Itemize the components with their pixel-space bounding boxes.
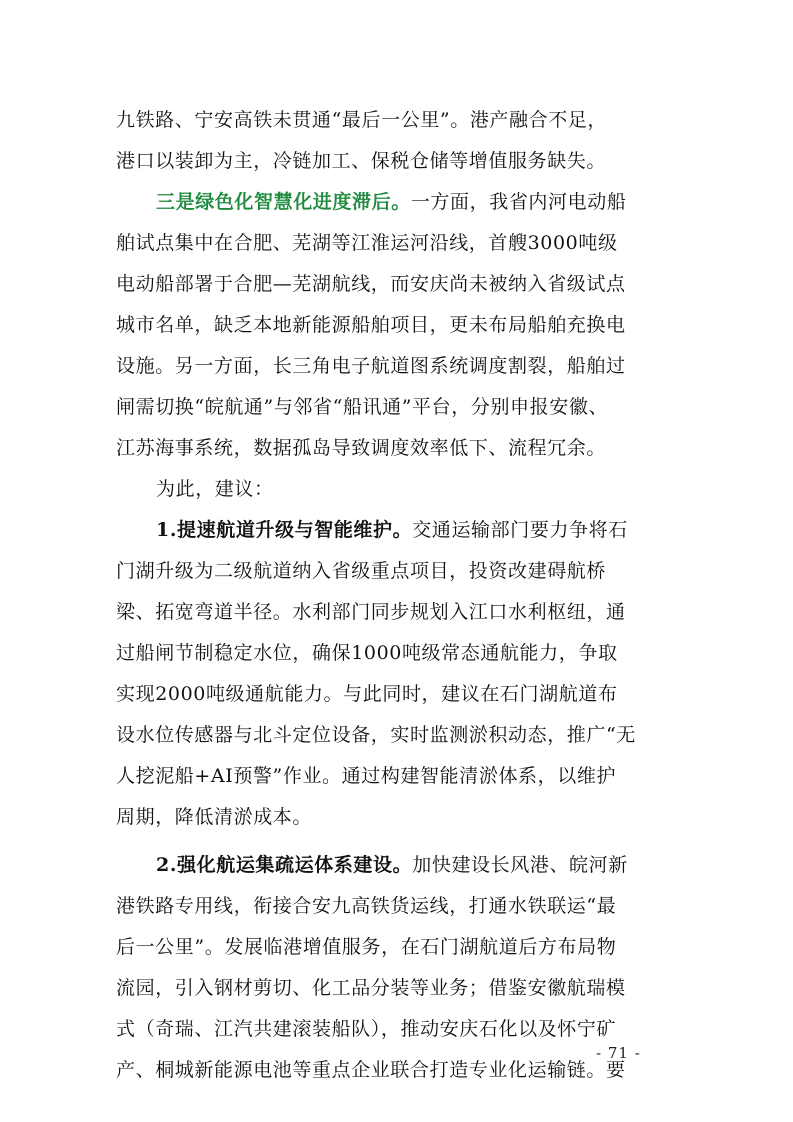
text-line bbox=[116, 592, 664, 633]
text-line bbox=[116, 387, 664, 428]
text-line bbox=[116, 182, 664, 223]
text-line bbox=[116, 797, 664, 838]
paragraph-gap bbox=[116, 838, 664, 845]
line-text: 后一公里”。发展临港增值服务，在石门湖航道后方布局物 bbox=[116, 936, 617, 958]
line-text: 江苏海事系统，数据孤岛导致调度效率低下、流程冗余。 bbox=[116, 437, 607, 459]
line-text: 式（奇瑞、江汽共建滚装船队），推动安庆石化以及怀宁矿 bbox=[116, 1018, 617, 1040]
line-text: 一方面，我省内河电动船 bbox=[410, 191, 627, 213]
line-text: 加快建设长风港、皖河新 bbox=[412, 854, 628, 876]
text-line bbox=[116, 264, 664, 305]
line-text: 电动船部署于合肥—芜湖航线，而安庆尚未被纳入省级试点 bbox=[116, 273, 626, 295]
line-text: 流园，引入钢材剪切、化工品分装等业务；借鉴安徽航瑞模 bbox=[116, 977, 626, 999]
line-text: 港铁路专用线，衔接合安九高铁货运线，打通水铁联运“最 bbox=[116, 895, 617, 917]
body-text bbox=[116, 100, 664, 1091]
line-text: 九铁路、宁安高铁未贯通“最后一公里”。港产融合不足， bbox=[116, 109, 608, 131]
line-text: 周期，降低清淤成本。 bbox=[116, 806, 313, 828]
line-text: 港口以装卸为主，冷链加工、保税仓储等增值服务缺失。 bbox=[116, 150, 607, 172]
line-text: 门湖升级为二级航道纳入省级重点项目，投资改建碍航桥 bbox=[116, 560, 607, 582]
text-line bbox=[116, 1009, 664, 1050]
line-text: 闸需切换“皖航通”与邻省“船讯通”平台，分别申报安徽、 bbox=[116, 396, 609, 418]
line-text: 产、桐城新能源电池等重点企业联合打造专业化运输链。要 bbox=[116, 1059, 626, 1081]
text-line bbox=[116, 551, 664, 592]
text-line bbox=[116, 674, 664, 715]
section-heading-green: 三是绿色化智慧化进度滞后。 bbox=[156, 191, 411, 213]
line-text: 人挖泥船+AI预警”作业。通过构建智能清淤体系，以维护 bbox=[116, 765, 617, 787]
line-text: 交通运输部门要力争将石 bbox=[412, 519, 628, 541]
line-text: 实现2000吨级通航能力。与此同时，建议在石门湖航道布 bbox=[116, 683, 618, 705]
line-text: 为此，建议： bbox=[156, 478, 274, 500]
line-text: 过船闸节制稳定水位，确保1000吨级常态通航能力，争取 bbox=[116, 642, 618, 664]
line-text: 城市名单，缺乏本地新能源船舶项目，更未布局船舶充换电 bbox=[116, 314, 626, 336]
text-line bbox=[116, 756, 664, 797]
text-line bbox=[116, 1050, 664, 1091]
text-line bbox=[116, 428, 664, 469]
page-number: - 71 - bbox=[596, 1044, 641, 1062]
text-line bbox=[116, 223, 664, 264]
text-line bbox=[116, 927, 664, 968]
line-text: 梁、拓宽弯道半径。水利部门同步规划入江口水利枢纽，通 bbox=[116, 601, 626, 623]
text-line bbox=[116, 141, 664, 182]
recommendation-heading-2: 2.强化航运集疏运体系建设。 bbox=[156, 854, 413, 876]
text-line bbox=[116, 100, 664, 141]
line-text: 设水位传感器与北斗定位设备，实时监测淤积动态，推广“无 bbox=[116, 724, 636, 746]
text-line bbox=[116, 633, 664, 674]
line-text: 舶试点集中在合肥、芜湖等江淮运河沿线，首艘3000吨级 bbox=[116, 232, 618, 254]
text-line bbox=[116, 886, 664, 927]
text-line bbox=[116, 305, 664, 346]
text-line bbox=[116, 845, 664, 886]
recommendation-heading-1: 1.提速航道升级与智能维护。 bbox=[156, 519, 413, 541]
line-text: 设施。另一方面，长三角电子航道图系统调度割裂，船舶过 bbox=[116, 355, 626, 377]
text-line bbox=[116, 346, 664, 387]
text-line bbox=[116, 715, 664, 756]
text-line bbox=[116, 968, 664, 1009]
text-line bbox=[116, 469, 664, 510]
text-line bbox=[116, 510, 664, 551]
